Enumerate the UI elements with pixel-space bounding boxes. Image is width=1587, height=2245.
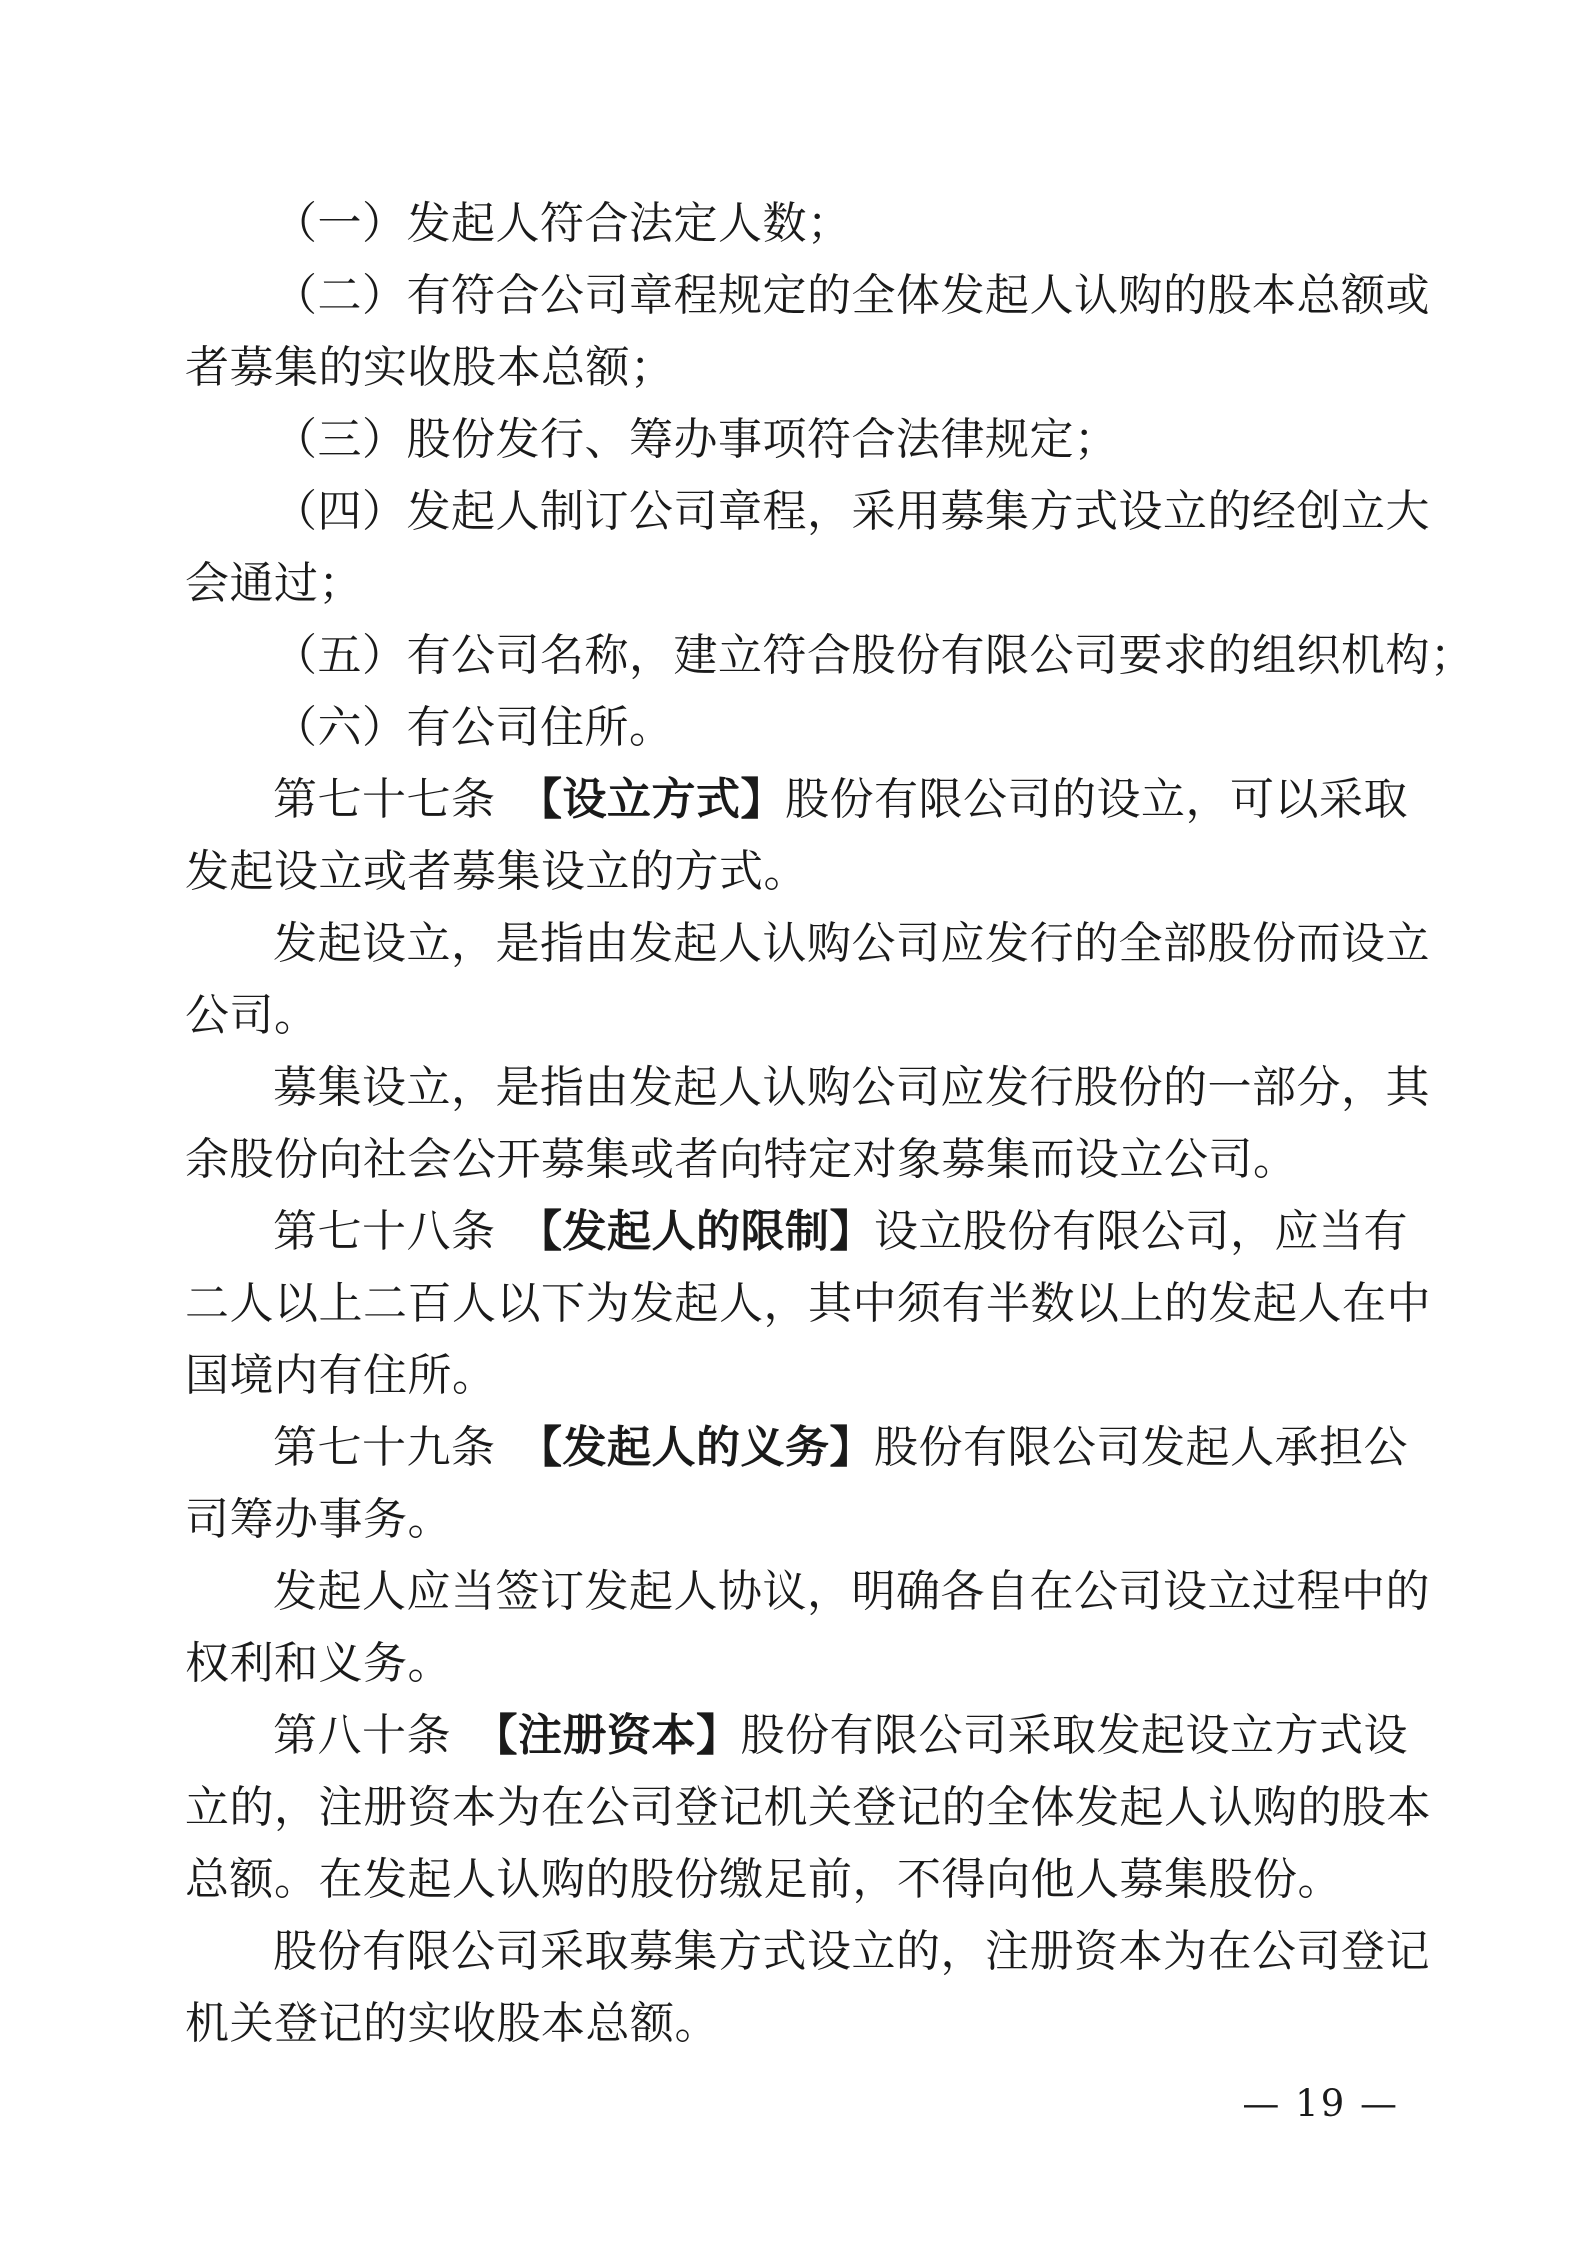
article-title: 【发起人的义务】 [540,1422,874,1473]
paragraph [185,692,1465,764]
paragraph [185,1916,1465,2060]
paragraph [185,404,1465,476]
paragraph [185,1556,1465,1700]
text-line: 二人以上二百人以下为发起人，其中须有半数以上的发起人在中 [185,1278,1431,1329]
text-line: （三）股份发行、筹办事项符合法律规定； [273,414,1119,465]
text-line: 股份有限公司采取募集方式设立的，注册资本为在公司登记 [273,1926,1430,1977]
text-line: 第七十八条 【发起人的限制】设立股份有限公司，应当有 [273,1206,1408,1257]
document-body [185,188,1475,2060]
text-line: 会通过； [185,558,363,609]
article-title: 【注册资本】 [495,1710,741,1761]
paragraph [185,908,1465,1052]
paragraph [185,1412,1465,1556]
text-line: 国境内有住所。 [185,1350,497,1401]
paragraph [185,1700,1465,1916]
text-line: 权利和义务。 [185,1638,452,1689]
paragraph [185,188,1465,260]
text-line: 机关登记的实收股本总额。 [185,1998,719,2049]
text-line: （六）有公司住所。 [273,702,674,753]
text-line: 第八十条 【注册资本】股份有限公司采取发起设立方式设 [273,1710,1408,1761]
text-line: 者募集的实收股本总额； [185,342,675,393]
text-line: 发起人应当签订发起人协议，明确各自在公司设立过程中的 [273,1566,1430,1617]
text-line: 余股份向社会公开募集或者向特定对象募集而设立公司。 [185,1134,1298,1185]
text-line: （五）有公司名称，建立符合股份有限公司要求的组织机构； [273,630,1475,681]
paragraph [185,1196,1465,1412]
page-number: — 19 — [1242,2082,1399,2125]
text-line: 公司。 [185,990,319,1041]
paragraph [185,1052,1465,1196]
article-title: 【发起人的限制】 [540,1206,874,1257]
text-line: 立的，注册资本为在公司登记机关登记的全体发起人认购的股本 [185,1782,1431,1833]
text-line: 司筹办事务。 [185,1494,452,1545]
paragraph [185,764,1465,908]
text-line: （四）发起人制订公司章程，采用募集方式设立的经创立大 [273,486,1430,537]
text-line: 发起设立或者募集设立的方式。 [185,846,808,897]
text-line: （一）发起人符合法定人数； [273,198,852,249]
text-line: 发起设立，是指由发起人认购公司应发行的全部股份而设立 [273,918,1430,969]
paragraph [185,476,1465,620]
article-title: 【设立方式】 [540,774,785,825]
paragraph [185,260,1465,404]
text-line: 第七十七条 【设立方式】股份有限公司的设立，可以采取 [273,774,1408,825]
text-line: 第七十九条 【发起人的义务】股份有限公司发起人承担公 [273,1422,1408,1473]
text-line: 总额。在发起人认购的股份缴足前，不得向他人募集股份。 [185,1854,1342,1905]
paragraph [185,620,1475,692]
text-line: （二）有符合公司章程规定的全体发起人认购的股本总额或 [273,270,1430,321]
text-line: 募集设立，是指由发起人认购公司应发行股份的一部分，其 [273,1062,1430,1113]
